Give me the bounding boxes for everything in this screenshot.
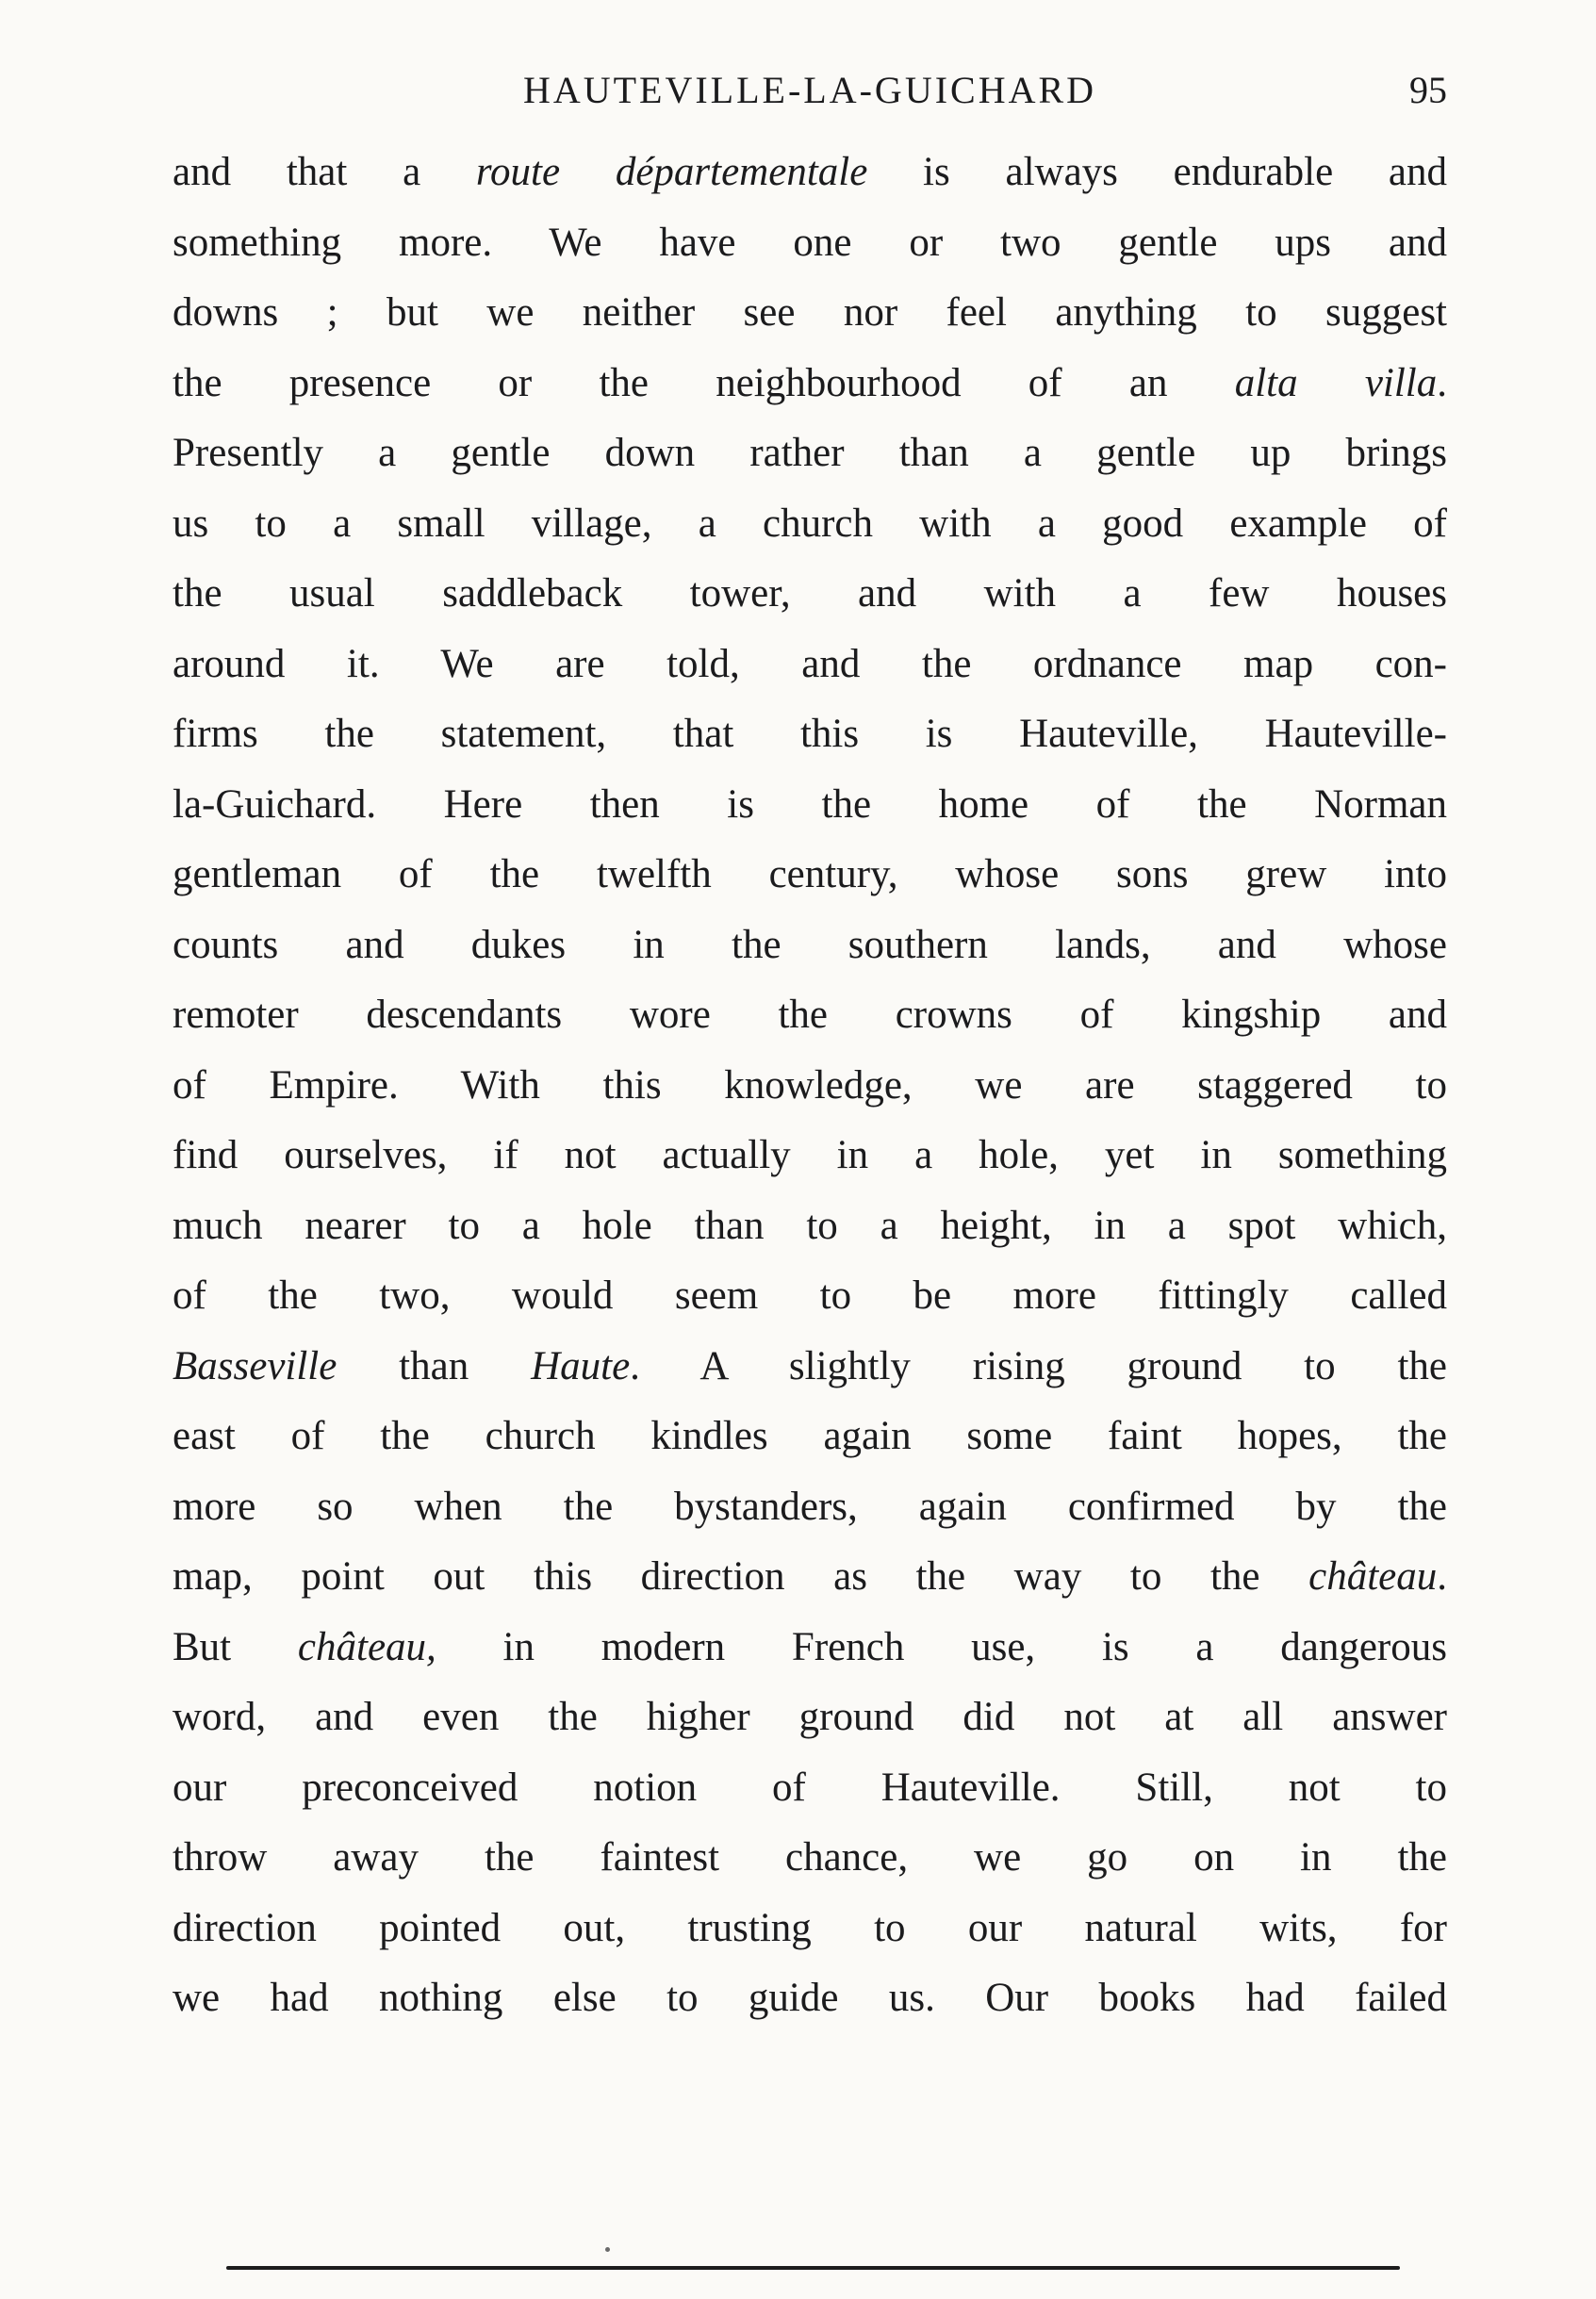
text-line [173,1963,1447,2034]
text-line [173,1051,1447,1122]
text-run: in modern French use, is a dangerous [436,1624,1447,1669]
scan-artifact-line [226,2266,1400,2270]
text-line [173,1894,1447,1964]
text-run: much nearer to a hole than to a height, in a spot which, [173,1203,1447,1248]
text-run: throw away the faintest chance, we go on in the [173,1835,1447,1880]
italic-text-run: château [1308,1554,1438,1599]
text-run: But [173,1624,298,1669]
text-line [173,1472,1447,1543]
text-line [173,1261,1447,1332]
body-text [173,138,1447,2034]
text-run: . [1437,360,1447,405]
text-line [173,770,1447,841]
italic-text-run: Basseville [173,1343,337,1388]
text-line [173,911,1447,981]
text-run: Presently a gentle down rather than a gentle up brings [173,431,1447,475]
text-line [173,1191,1447,1262]
text-run: downs ; but we neither see nor feel anything to suggest [173,290,1447,335]
text-line [173,1332,1447,1403]
text-run: something more. We have one or two gentle ups and [173,220,1447,265]
scan-artifact-dot [605,2247,610,2252]
text-line [173,278,1447,349]
text-run: and that a [173,150,476,194]
running-header-title: HAUTEVILLE-LA-GUICHARD [522,69,1097,111]
text-line [173,1542,1447,1613]
text-line [173,980,1447,1051]
text-line [173,1613,1447,1683]
text-line [173,349,1447,419]
text-line [173,699,1447,770]
text-line [173,559,1447,630]
text-line [173,630,1447,700]
text-run: counts and dukes in the southern lands, and whose [173,922,1447,967]
text-run: firms the statement, that this is Hauteville, Hauteville- [173,712,1447,756]
text-line [173,1402,1447,1472]
italic-text-run: château, [297,1624,436,1669]
text-line [173,419,1447,489]
text-run: the presence or the neighbourhood of an [173,360,1235,405]
text-line [173,138,1447,208]
text-run: than [337,1343,532,1388]
text-run: remoter descendants wore the crowns of kingship and [173,993,1447,1037]
text-run: of the two, would seem to be more fittingly called [173,1273,1447,1318]
text-run: more so when the bystanders, again confirmed by the [173,1484,1447,1529]
page-header [173,68,1447,117]
text-run: . [1437,1554,1447,1599]
italic-text-run: Haute [531,1343,631,1388]
text-run: us to a small village, a church with a good example of [173,501,1447,546]
text-run: east of the church kindles again some faint hopes, the [173,1414,1447,1458]
text-run: word, and even the higher ground did not at all answer [173,1695,1447,1739]
text-run: of Empire. With this knowledge, we are staggered to [173,1062,1447,1108]
text-line [173,1683,1447,1753]
text-run: find ourselves, if not actually in a hole, yet in something [173,1133,1447,1177]
text-line [173,489,1447,560]
text-line [173,208,1447,279]
text-run: our preconceived notion of Hauteville. Still, not to [173,1765,1447,1810]
text-run: gentleman of the twelfth century, whose sons grew into [173,852,1447,896]
text-run: direction pointed out, trusting to our natural wits, for [173,1905,1447,1950]
text-run: map, point out this direction as the way to the [173,1554,1309,1599]
text-run: is always endurable and [867,150,1447,194]
text-line [173,1823,1447,1894]
italic-text-run: alta villa [1234,360,1438,405]
text-line [173,1121,1447,1191]
text-run: . A slightly rising ground to the [630,1343,1447,1388]
text-run: around it. We are told, and the ordnance map con- [173,641,1447,686]
text-run: la-Guichard. Here then is the home of the Norman [173,781,1447,827]
text-line [173,840,1447,911]
text-run: we had nothing else to guide us. Our books had failed [173,1976,1447,2020]
text-line [173,1753,1447,1824]
italic-text-run: route départementale [475,150,868,194]
page-number: 95 [1409,69,1447,111]
text-run: the usual saddleback tower, and with a few houses [173,571,1447,616]
